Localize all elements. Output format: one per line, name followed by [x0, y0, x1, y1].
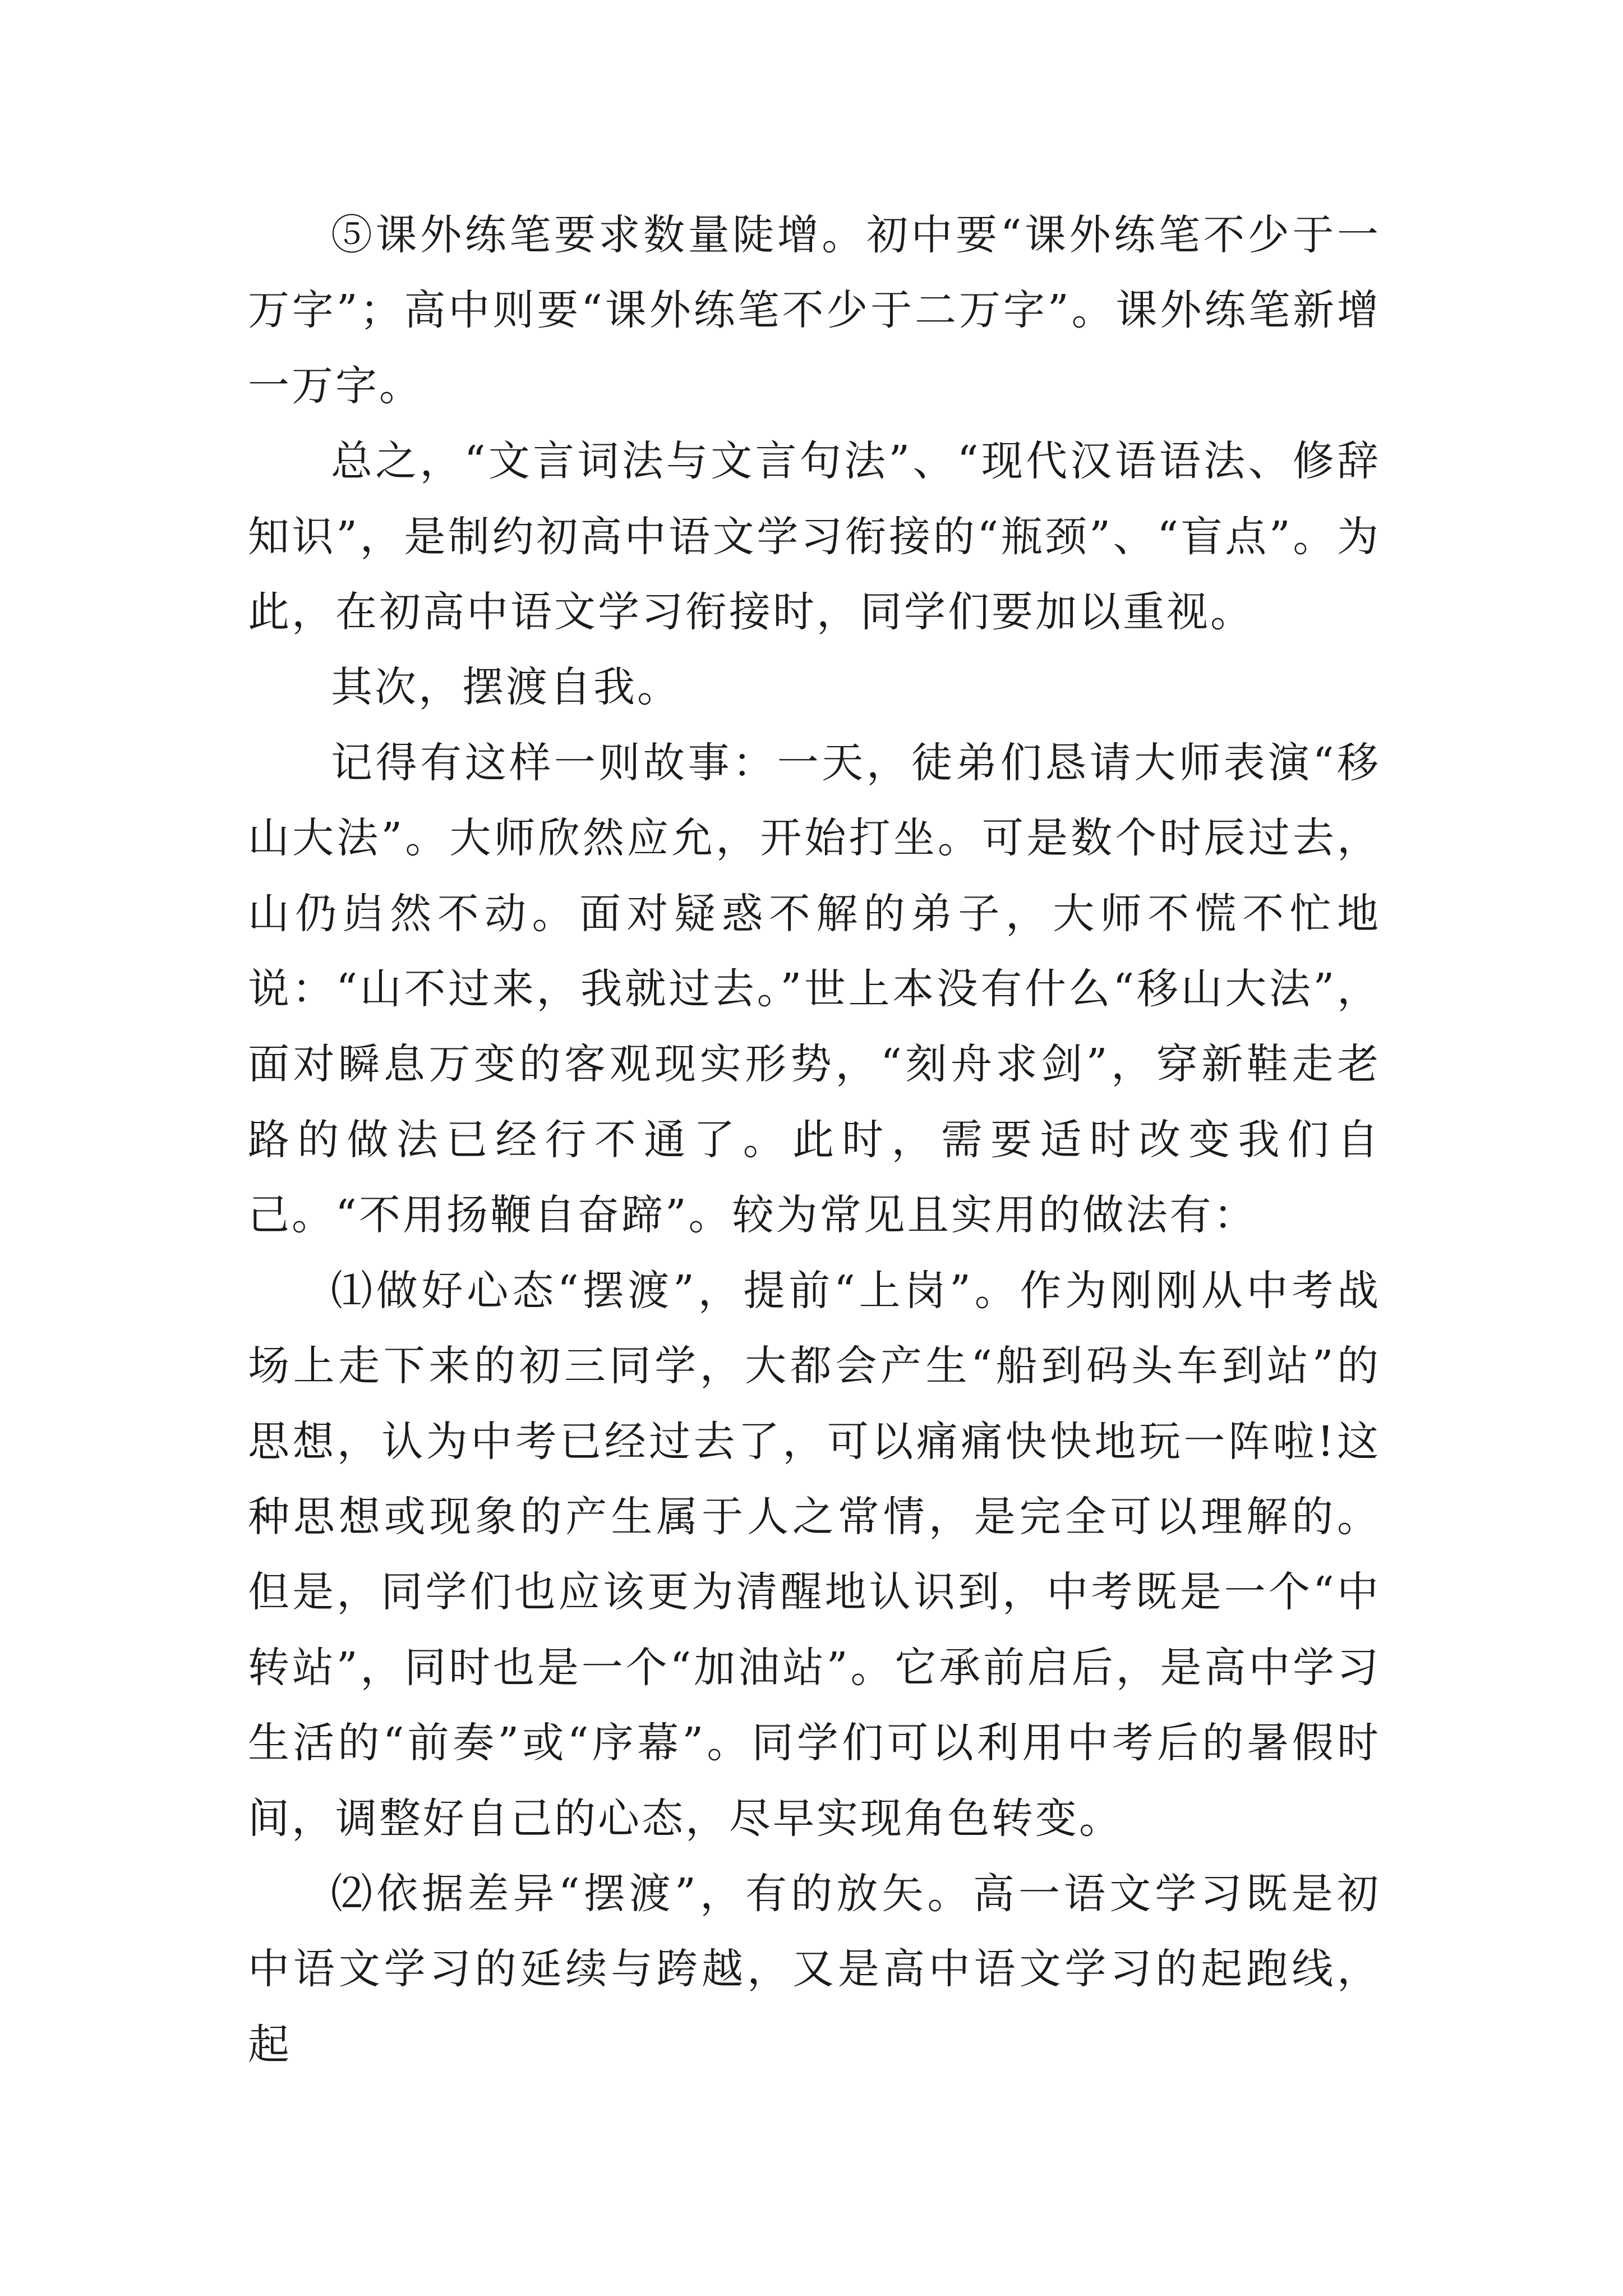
document-body: [248, 197, 1381, 2082]
paragraph-story: 记得有这样一则故事：一天，徒弟们恳请大师表演“移山大法”。大师欣然应允，开始打坐。可是数个时辰过去，山仍岿然不动。面对疑惑不解的弟子，大师不慌不忙地说：“山不过来，我就过去。”世上本没有什么“移山大法”，面对瞬息万变的客观现实形势，“刻舟求剑”，穿新鞋走老路的做法已经行不通了。此时，需要适时改变我们自己。“不用扬鞭自奋蹄”。较为常见且实用的做法有：: [248, 738, 1381, 1240]
paragraph-practice-writing: ⑤课外练笔要求数量陡增。初中要“课外练笔不少于一万字”；高中则要“课外练笔不少于二万字”。课外练笔新增一万字。: [248, 211, 1381, 410]
paragraph-differences: ⑵依据差异“摆渡”，有的放矢。高一语文学习既是初中语文学习的延续与跨越，又是高中语文学习的起跑线，起: [248, 1869, 1381, 2069]
paragraph-summary: 总之，“文言词法与文言句法”、“现代汉语语法、修辞知识”，是制约初高中语文学习衔接的“瓶颈”、“盲点”。为此，在初高中语文学习衔接时，同学们要加以重视。: [248, 437, 1381, 637]
paragraph-second-point: 其次，摆渡自我。: [331, 663, 681, 712]
paragraph-mindset: ⑴做好心态“摆渡”，提前“上岗”。作为刚刚从中考战场上走下来的初三同学，大都会产生“船到码头车到站”的思想，认为中考已经过去了，可以痛痛快快地玩一阵啦!这种思想或现象的产生属于人之常情，是完全可以理解的。但是，同学们也应该更为清醒地认识到，中考既是一个“中转站”，同时也是一个“加油站”。它承前启后，是高中学习生活的“前奏”或“序幕”。同学们可以利用中考后的暑假时间，调整好自己的心态，尽早实现角色转变。: [248, 1266, 1381, 1843]
